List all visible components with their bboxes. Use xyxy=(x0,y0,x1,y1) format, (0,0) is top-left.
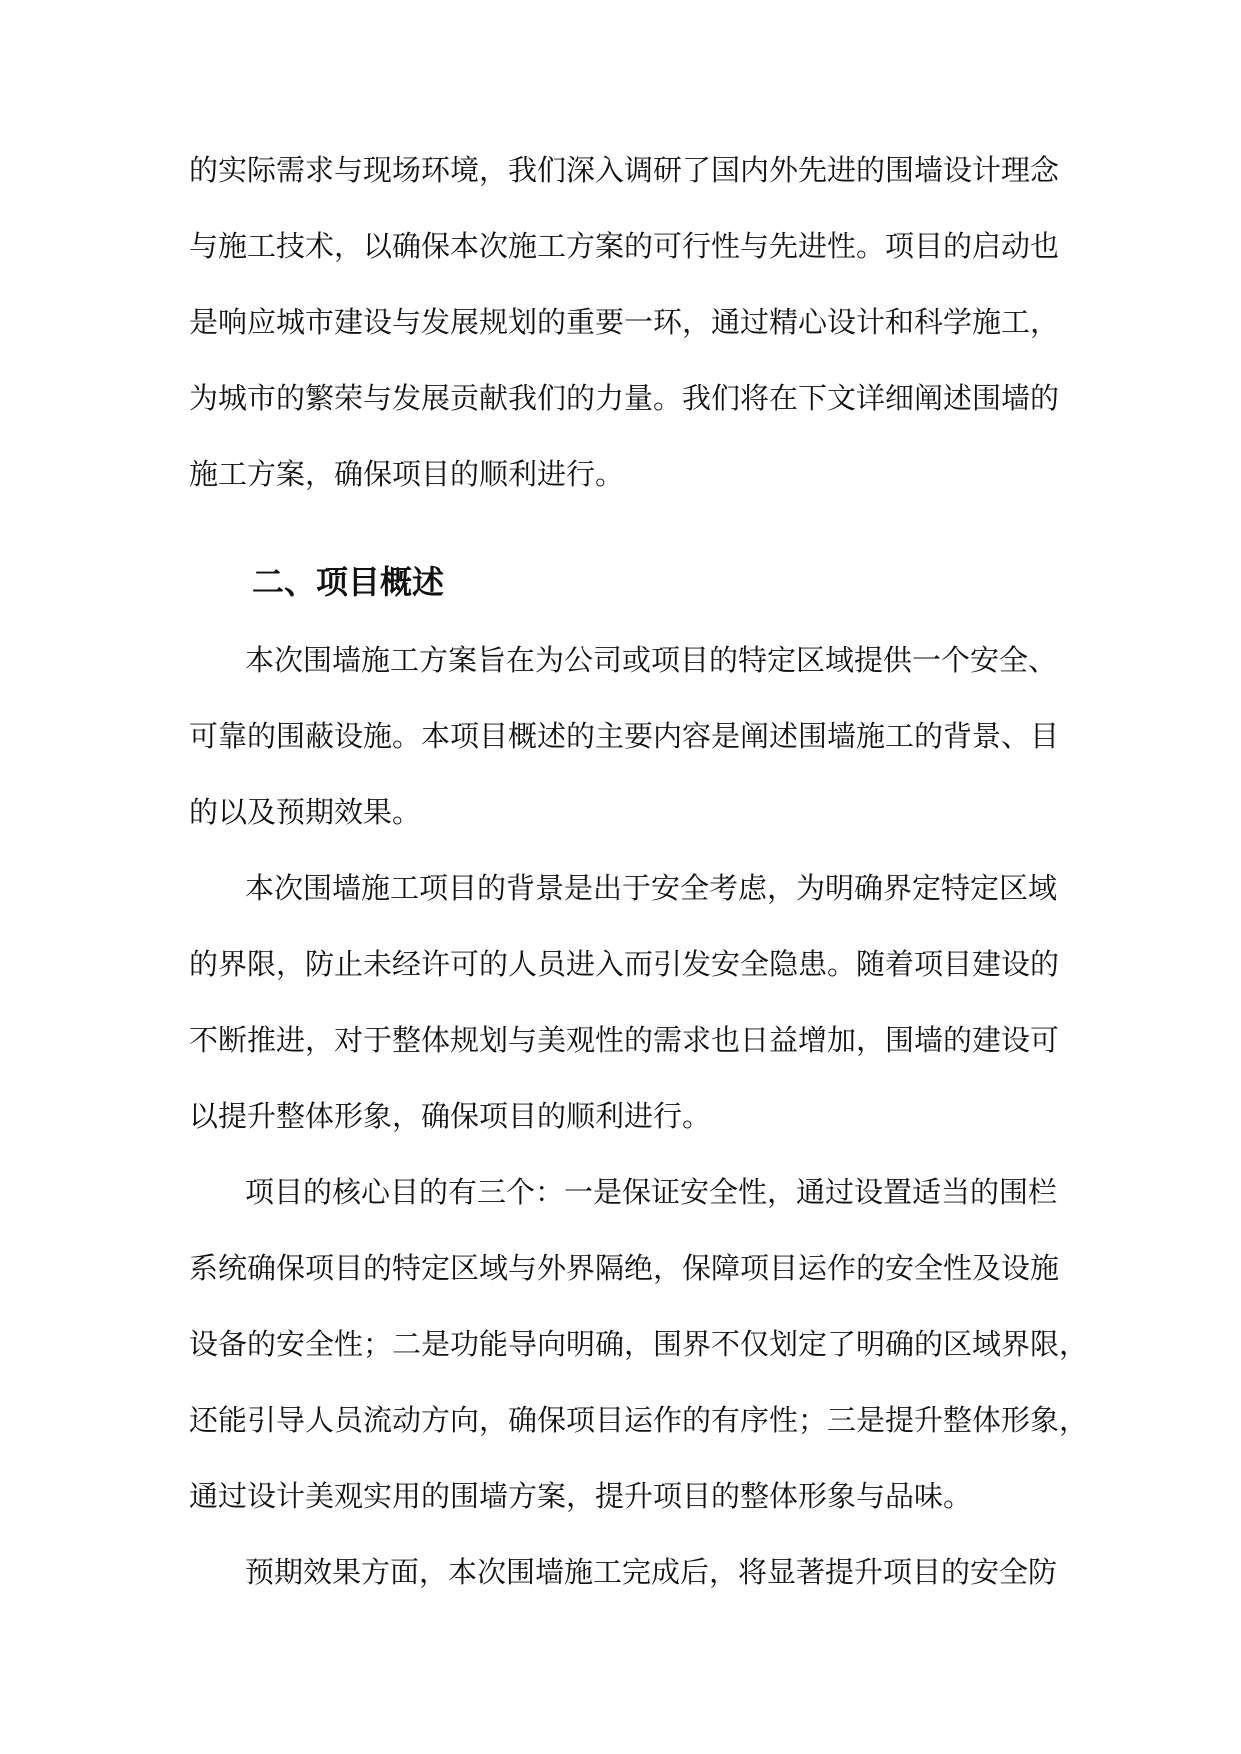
section-heading: 二、项目概述 xyxy=(252,563,445,601)
paragraph-line: 还能引导人员流动方向，确保项目运作的有序性；三是提升整体形象， xyxy=(189,1403,1089,1437)
paragraph-line: 系统确保项目的特定区域与外界隔绝，保障项目运作的安全性及设施 xyxy=(189,1251,1060,1285)
paragraph-line: 可靠的围蔽设施。本项目概述的主要内容是阐述围墙施工的背景、目 xyxy=(189,719,1060,753)
paragraph-line: 通过设计美观实用的围墙方案，提升项目的整体形象与品味。 xyxy=(189,1479,973,1513)
paragraph-line: 本次围墙施工方案旨在为公司或项目的特定区域提供一个安全、 xyxy=(245,643,1058,677)
paragraph-line: 以提升整体形象，确保项目的顺利进行。 xyxy=(189,1099,712,1133)
paragraph-line: 项目的核心目的有三个：一是保证安全性，通过设置适当的围栏 xyxy=(245,1175,1058,1209)
paragraph-line: 是响应城市建设与发展规划的重要一环，通过精心设计和科学施工， xyxy=(189,305,1060,339)
paragraph-line: 本次围墙施工项目的背景是出于安全考虑，为明确界定特定区域 xyxy=(245,871,1058,905)
paragraph-line: 与施工技术，以确保本次施工方案的可行性与先进性。项目的启动也 xyxy=(189,229,1060,263)
paragraph-line: 的界限，防止未经许可的人员进入而引发安全隐患。随着项目建设的 xyxy=(189,947,1060,981)
paragraph-line: 预期效果方面，本次围墙施工完成后，将显著提升项目的安全防 xyxy=(245,1555,1058,1589)
paragraph-line: 不断推进，对于整体规划与美观性的需求也日益增加，围墙的建设可 xyxy=(189,1023,1060,1057)
paragraph-line: 的实际需求与现场环境，我们深入调研了国内外先进的围墙设计理念 xyxy=(189,153,1060,187)
paragraph-line: 为城市的繁荣与发展贡献我们的力量。我们将在下文详细阐述围墙的 xyxy=(189,381,1060,415)
paragraph-line: 施工方案，确保项目的顺利进行。 xyxy=(189,457,625,491)
paragraph-line: 的以及预期效果。 xyxy=(189,795,422,829)
paragraph-line: 设备的安全性；二是功能导向明确，围界不仅划定了明确的区域界限， xyxy=(189,1327,1089,1361)
